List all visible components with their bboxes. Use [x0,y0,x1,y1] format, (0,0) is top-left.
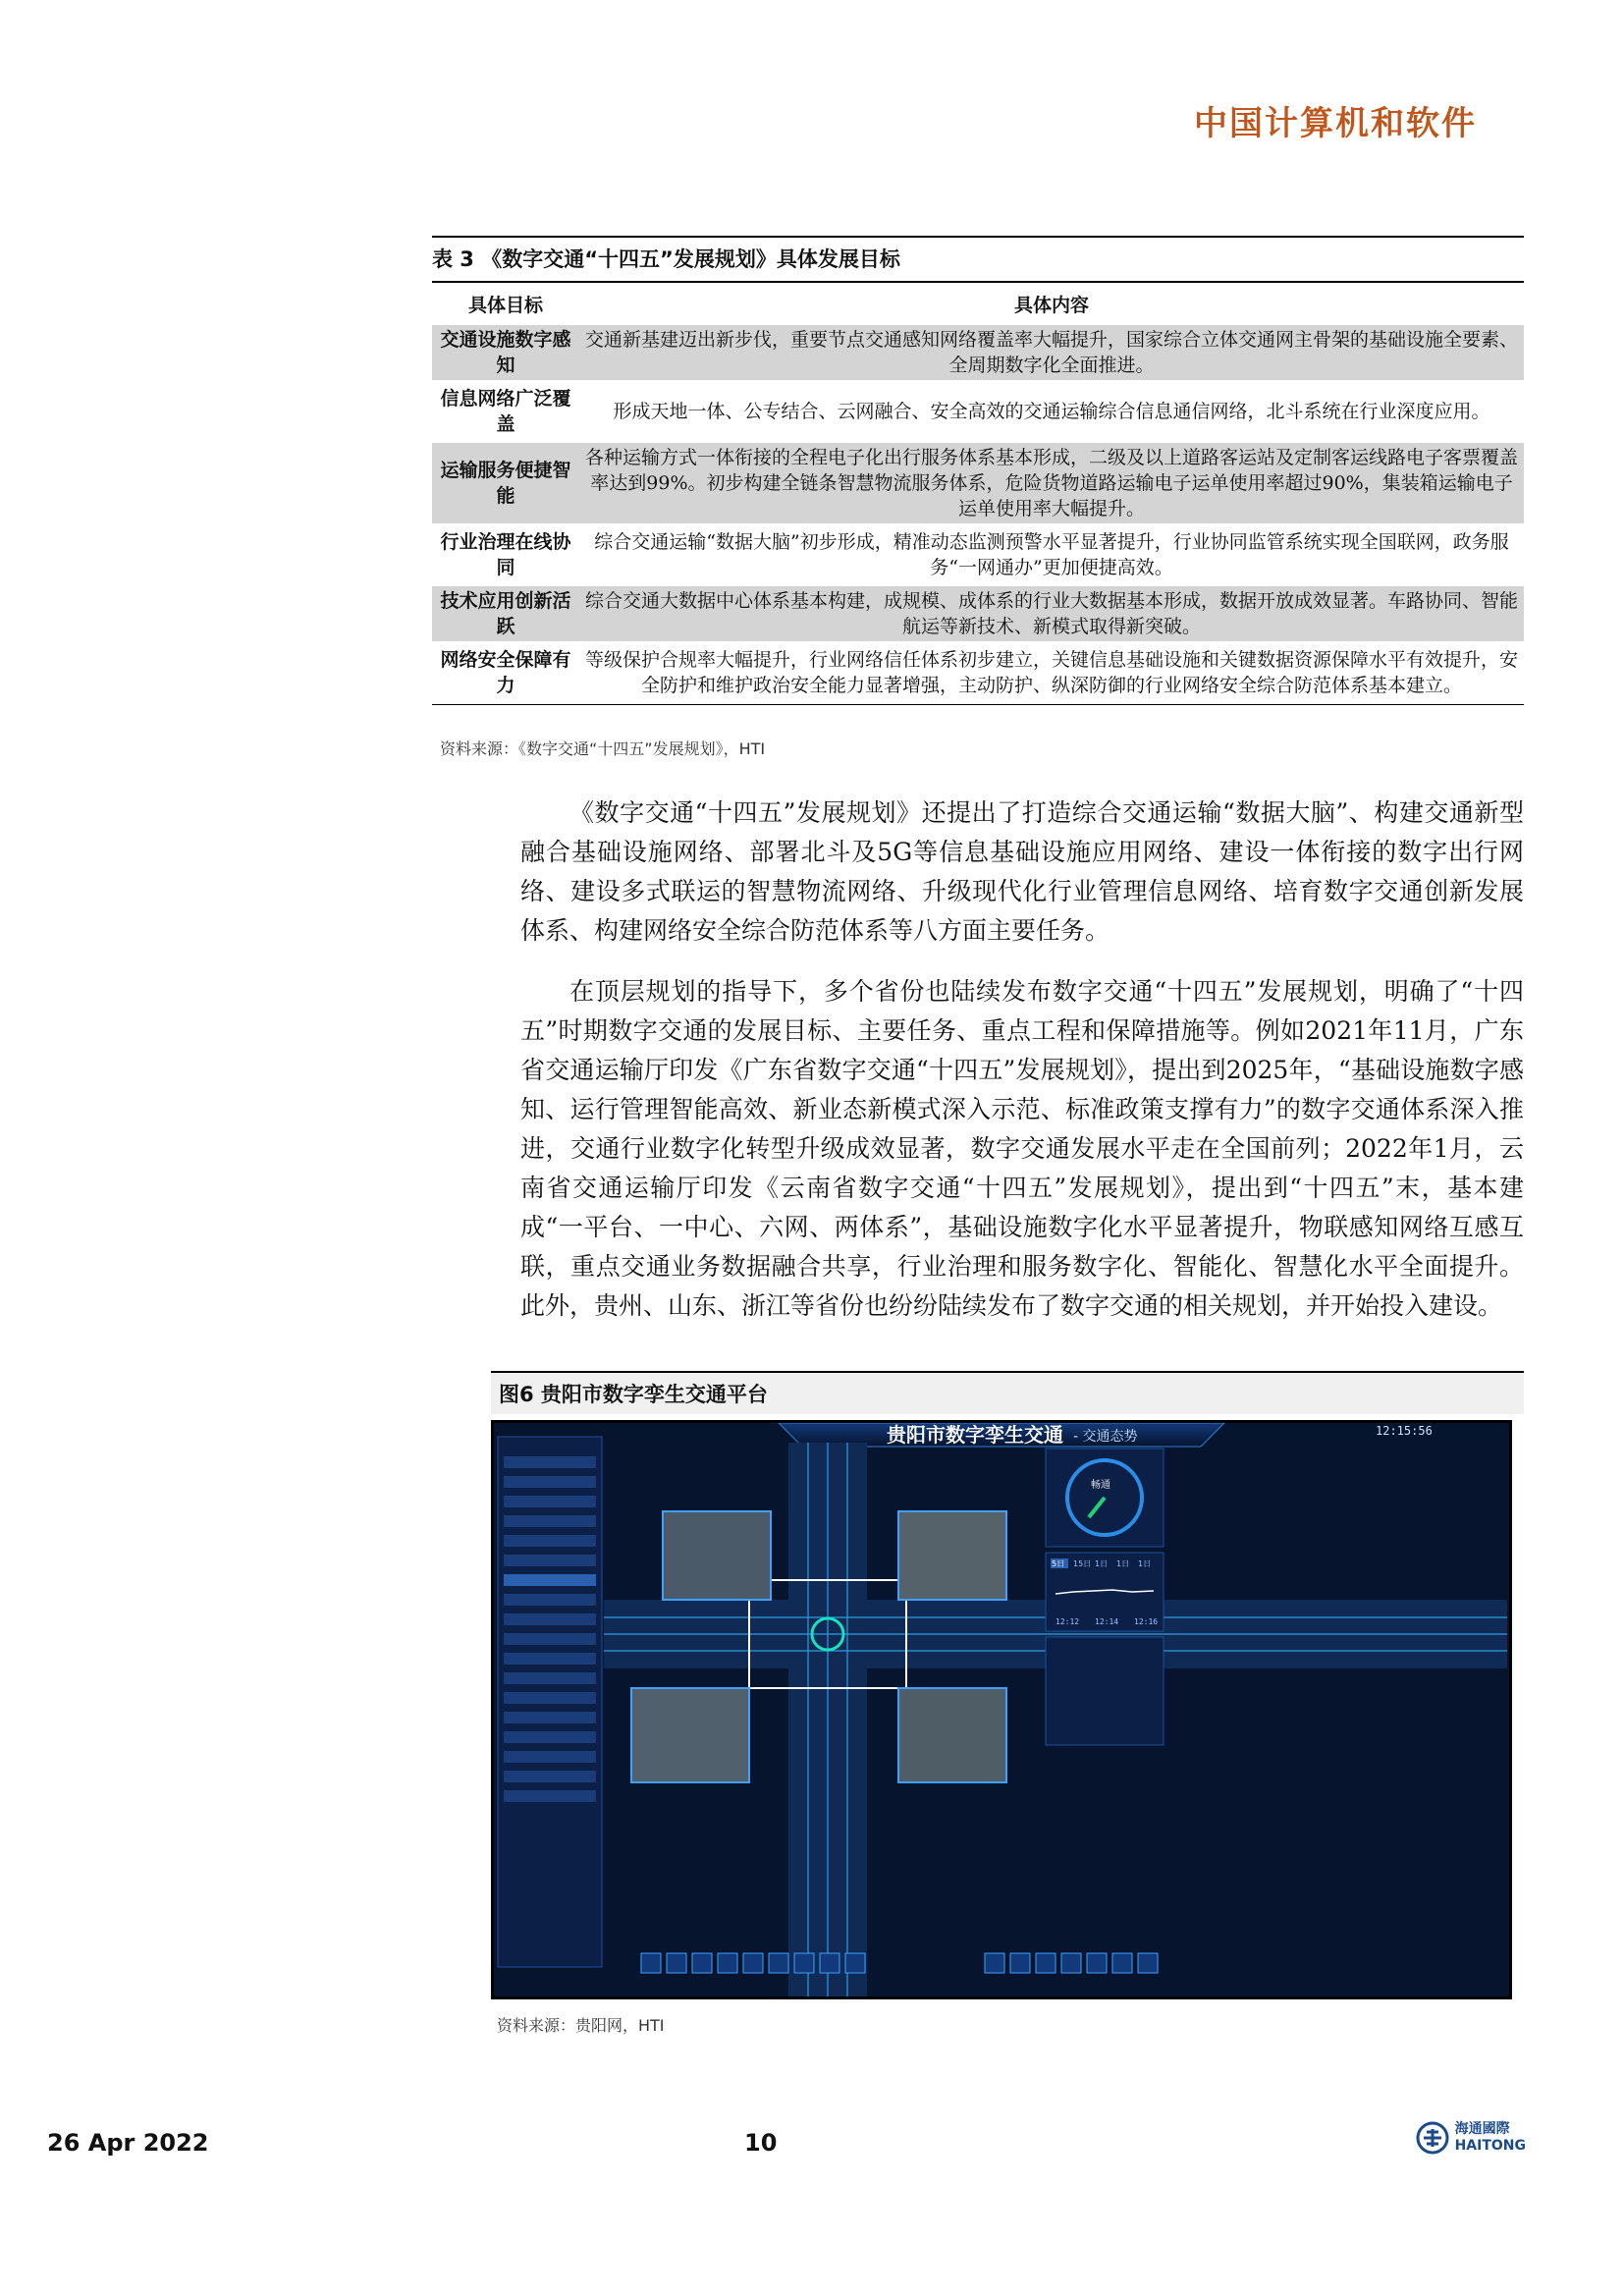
tab-label: 1日 [1138,1559,1152,1568]
table-row [432,443,1524,523]
table-row [432,645,1524,700]
body-paragraph: 在顶层规划的指导下，多个省份也陆续发布数字交通“十四五”发展规划，明确了“十四五”时期数字交通的发展目标、主要任务、重点工程和保障措施等。例如2021年11月，广东省交通运输厅印发《广东省数字交通“十四五”发展规划》，提出到2025年，“基础设施数字感知、运行管理智能高效、新业态新模式深入示范、标准政策支撑有力”的数字交通体系深入推进，交通行业数字化转型升级成效显著，数字交通发展水平走在全国前列；2022年1月，云南省交通运输厅印发《云南省数字交通“十四五”发展规划》，提出到“十四五”末，基本建成“一平台、一中心、六网、两体系”，基础设施数字化水平显著提升，物联感知网络互感互联，重点交通业务数据融合共享，行业治理和服务数字化、智能化、智慧化水平全面提升。此外，贵州、山东、浙江等省份也纷纷陆续发布了数字交通的相关规划，并开始投入建设。 [520,977,1524,1320]
chart-time-label: 12:16 [1134,1617,1159,1626]
chart-time-label: 12:14 [1095,1617,1119,1626]
table-row [432,384,1524,439]
figure-screenshot [491,1420,1512,1999]
row-content: 各种运输方式一体衔接的全程电子化出行服务体系基本形成，二级及以上道路客运站及定制客运线路电子客票覆盖率达到99%。初步构建全链条智慧物流服务体系，危险货物道路运输电子运单使用率超过90%，集装箱运输电子运单使用率大幅提升。 [579,443,1524,523]
row-content: 综合交通大数据中心体系基本构建，成规模、成体系的行业大数据基本形成，数据开放成效显著。车路协同、智能航运等新技术、新模式取得新突破。 [579,586,1524,641]
clock: 12:15:56 [1376,1424,1433,1438]
page-number: 10 [744,2129,778,2157]
chart-time-label: 12:12 [1056,1617,1080,1626]
table-header-content: 具体内容 [1013,295,1089,316]
logo-en: HAITONG [1454,2138,1526,2154]
row-target: 运输服务便捷智能 [432,443,579,523]
info-panel [1046,1637,1164,1745]
table-source: 资料来源：《数字交通“十四五”发展规划》，HTI [440,739,766,758]
speed-label: 畅通 [1091,1480,1110,1491]
goals-table [432,283,1524,704]
row-target: 信息网络广泛覆盖 [440,388,571,435]
haitong-logo [1416,2121,1526,2155]
table-header-target: 具体目标 [467,295,543,316]
table-row [432,527,1524,582]
figure-source: 资料来源：贵阳网，HTI [497,2016,665,2035]
haitong-logo-icon [1416,2121,1449,2155]
tab-label: 15日 [1073,1559,1092,1568]
row-target: 行业治理在线协同 [440,531,571,578]
table-row [432,325,1524,380]
logo-name [1455,2121,1526,2155]
digital-twin-dashboard [494,1423,1509,1996]
body-paragraph: 《数字交通“十四五”发展规划》还提出了打造综合交通运输“数据大脑”、构建交通新型融合基础设施网络、部署北斗及5G等信息基础设施应用网络、建设一体衔接的数字出行网络、建设多式联运的智慧物流网络、升级现代化行业管理信息网络、培育数字交通创新发展体系、构建网络安全综合防范体系等八方面主要任务。 [520,798,1524,945]
row-content: 形成天地一体、公专结合、云网融合、安全高效的交通运输综合信息通信网络，北斗系统在行业深度应用。 [613,401,1490,422]
table-row [432,586,1524,641]
tab-label: 5日 [1052,1559,1065,1568]
row-target: 技术应用创新活跃 [432,586,579,641]
footer-date: 26 Apr 2022 [47,2129,209,2157]
header-title: 中国计算机和软件 [1194,104,1477,143]
goals-table-section [432,236,1524,705]
tab-label: 1日 [1116,1559,1130,1568]
table-caption: 表 3 《数字交通“十四五”发展规划》具体发展目标 [432,236,1524,283]
logo-cn: 海通國際 [1454,2121,1510,2137]
row-target: 交通设施数字感知 [432,325,579,380]
row-content: 等级保护合规率大幅提升，行业网络信任体系初步建立，关键信息基础设施和关键数据资源保障水平有效提升，安全防护和维护政治安全能力显著增强，主动防护、纵深防御的行业网络安全综合防范体系基本建立。 [585,649,1519,696]
tab-label: 1日 [1095,1559,1109,1568]
table-bottom-rule [432,704,1524,705]
figure-caption: 图6 贵阳市数字孪生交通平台 [491,1371,1524,1414]
row-content: 综合交通运输“数据大脑”初步形成，精准动态监测预警水平显著提升，行业协同监管系统实现全国联网，政务服务“一网通办”更加便捷高效。 [594,531,1509,578]
row-target: 网络安全保障有力 [440,649,571,696]
screen-subtitle: - 交通态势 [1073,1429,1138,1445]
screen-title: 贵阳市数字孪生交通 [887,1423,1063,1447]
row-content: 交通新基建迈出新步伐，重要节点交通感知网络覆盖率大幅提升，国家综合立体交通网主骨架的基础设施全要素、全周期数字化全面推进。 [579,325,1524,380]
